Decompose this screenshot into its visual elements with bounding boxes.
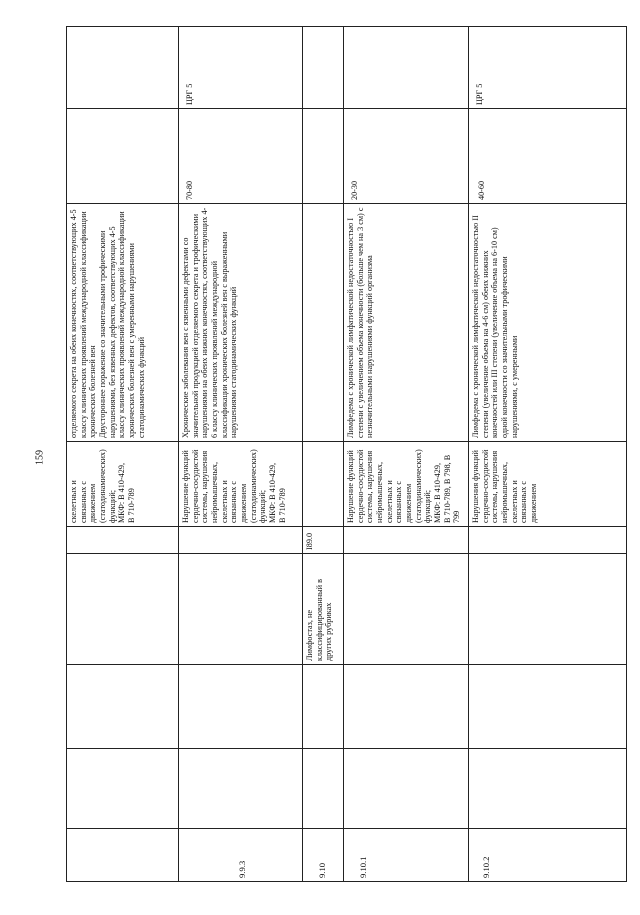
table-row: [67, 27, 179, 882]
condition-cell: [179, 554, 303, 665]
page-number: 159: [34, 450, 46, 465]
table-row: [469, 27, 627, 882]
condition-cell: [67, 554, 179, 665]
condition-cell: Лимфостаз, не классифицированный в других рубриках: [303, 554, 344, 665]
code-cell: 9.10.1: [344, 829, 469, 882]
table-row: [303, 27, 344, 882]
description-cell: отделяемого секрета на обеих конечностях, соответствующих 4-5 классу клинических проявлений международной классификации хронических болезней вен Двустороннее поражение со значительными трофическими нарушениями, без язвенных дефектов, соответствующих 4-5 классу клинических проявлений международной классификации хронических болезней вен с умеренными нарушениями статодинамических функций: [67, 204, 179, 442]
icd-code-cell: [469, 527, 627, 554]
code-cell: 9.10.2: [469, 829, 627, 882]
code-cell: 9.9.3: [179, 829, 303, 882]
percent-cell: 40-60: [469, 109, 627, 204]
reference-cell: [344, 27, 469, 109]
description-cell: Лимфедема с хронической лимфатической недостаточностью II степени (увеличение объема на 4-6 см) обеих нижних конечностей или III степени (увеличение объема на 6-10 см) одной конечности со значительными трофическими нарушениями, с умеренными: [469, 204, 627, 442]
reference-cell: ЦРГ 5: [179, 27, 303, 109]
icd-code-cell: [344, 527, 469, 554]
empty-cell: [469, 665, 627, 749]
icd-code-cell: [179, 527, 303, 554]
percent-cell: [303, 109, 344, 204]
empty-cell: [67, 749, 179, 829]
disorders-cell: Нарушения функций сердечно-сосудистой системы, нарушения нейромышечных, скелетных и связанных с движением: [469, 442, 627, 527]
rotated-table-container: [66, 27, 626, 882]
icd-code-cell: I89.0: [303, 527, 344, 554]
table-row: [344, 27, 469, 882]
condition-cell: [344, 554, 469, 665]
percent-cell: 70-80: [179, 109, 303, 204]
empty-cell: [179, 749, 303, 829]
code-cell: [67, 829, 179, 882]
empty-cell: [303, 749, 344, 829]
empty-cell: [67, 665, 179, 749]
disorders-cell: Нарушение функций сердечно-сосудистой системы, нарушения нейромышечных, скелетных и связанных с движением (статодинамических) функций; МКФ: В 410-429, В 710-789: [179, 442, 303, 527]
reference-cell: [303, 27, 344, 109]
description-cell: Лимфедема с хронической лимфатической недостаточностью I степени с увеличением объема конечности (больше чем на 3 см) с незначительными нарушениями функций организма: [344, 204, 469, 442]
empty-cell: [344, 749, 469, 829]
condition-cell: [469, 554, 627, 665]
percent-cell: 20-30: [344, 109, 469, 204]
disability-criteria-table: [66, 26, 627, 882]
table-row: [179, 27, 303, 882]
code-cell: 9.10: [303, 829, 344, 882]
empty-cell: [344, 665, 469, 749]
reference-cell: [67, 27, 179, 109]
reference-cell: ЦРГ 5: [469, 27, 627, 109]
percent-cell: [67, 109, 179, 204]
icd-code-cell: [67, 527, 179, 554]
empty-cell: [303, 665, 344, 749]
disorders-cell: Нарушение функций сердечно-сосудистой системы, нарушения нейромышечных, скелетных и связанных с движением (статодинамических) функций; МКФ: В 410-429, В 710-789, В 798, В 799: [344, 442, 469, 527]
empty-cell: [179, 665, 303, 749]
description-cell: Хронические заболевания вен с язвенными дефектами со значительной продукцией отделяемого секрета и трофическими нарушениями на обеих нижних конечностях, соответствующих 4-6 классу клинических проявлений международной классификации хронических болезней вен с выраженными нарушениями статодинамических функций: [179, 204, 303, 442]
description-cell: [303, 204, 344, 442]
empty-cell: [469, 749, 627, 829]
disorders-cell: скелетных и связанных с движением (статодинамических) функций; МКФ: В 410-429, В 710-789: [67, 442, 179, 527]
disorders-cell: [303, 442, 344, 527]
